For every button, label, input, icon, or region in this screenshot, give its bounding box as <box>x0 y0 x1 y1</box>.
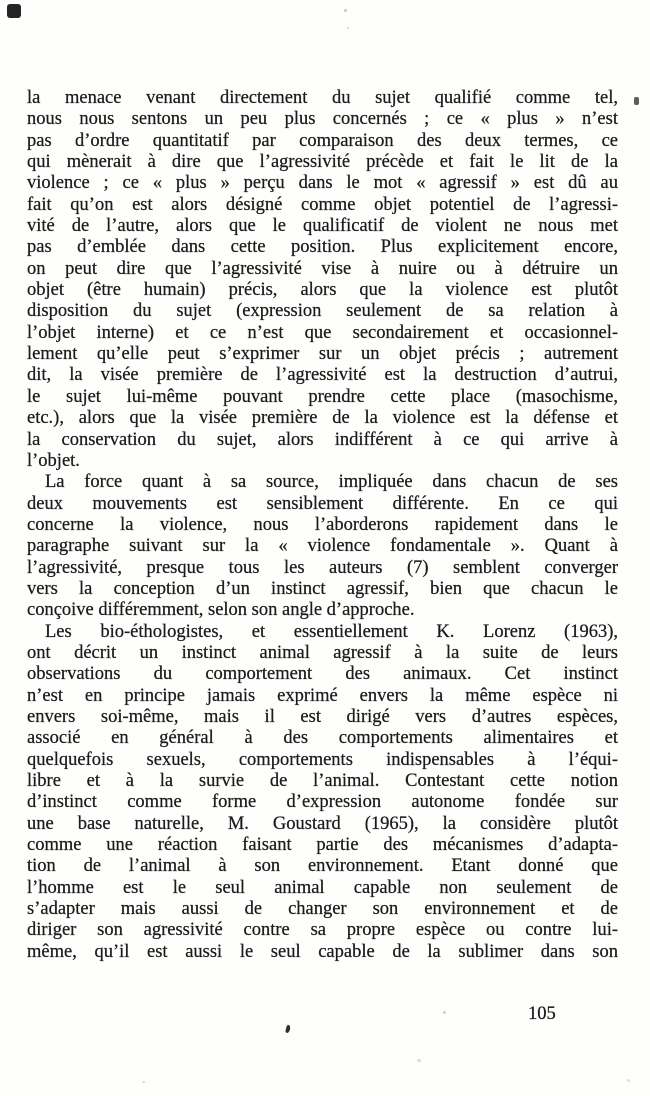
scan-speck <box>443 1011 446 1014</box>
scan-corner-mark <box>7 4 21 18</box>
text-line: tion de l’animal à son environnement. Etant donné que <box>27 856 618 877</box>
text-line: Les bio-éthologistes, et essentiellement K. Lorenz (1963), <box>45 621 618 642</box>
scan-speck <box>285 1025 291 1034</box>
text-line: l’objet interne) et ce n’est que secondairement et occasionnel- <box>27 322 618 343</box>
text-line: associé en général à des comportements alimentaires et <box>27 728 618 749</box>
text-line: paragraphe suivant sur la « violence fondamentale ». Quant à <box>27 536 618 557</box>
text-line: pas d’ordre quantitatif par comparaison des deux termes, ce <box>27 130 618 151</box>
text-line: objet (être humain) précis, alors que la violence est plutôt <box>27 280 618 301</box>
body-text <box>27 88 618 963</box>
text-line: La force quant à sa source, impliquée dans chacun de ses <box>45 472 618 493</box>
text-line: l’homme est le seul animal capable non seulement de <box>27 877 618 898</box>
scan-speck <box>344 9 347 12</box>
text-line: etc.), alors que la visée première de la violence est la défense et <box>27 408 618 429</box>
text-line: quelquefois sexuels, comportements indispensables à l’équi- <box>27 749 618 770</box>
scan-speck <box>417 1059 421 1062</box>
text-line: vité de l’autre, alors que le qualificatif de violent ne nous met <box>27 216 618 237</box>
text-line: concerne la violence, nous l’aborderons rapidement dans le <box>27 514 618 535</box>
text-line: le sujet lui-même pouvant prendre cette place (masochisme, <box>27 386 618 407</box>
text-line: lement qu’elle peut s’exprimer sur un objet précis ; autrement <box>27 344 618 365</box>
text-line: diriger son agressivité contre sa propre espèce ou contre lui- <box>27 920 618 941</box>
text-line: on peut dire que l’agressivité vise à nuire ou à détruire un <box>27 258 618 279</box>
text-line: libre et à la survie de l’animal. Contestant cette notion <box>27 771 618 791</box>
text-line: l’agressivité, presque tous les auteurs (7) semblent converger <box>27 557 618 578</box>
page-number: 105 <box>528 1004 556 1024</box>
text-line: n’est en principe jamais exprimé envers la même espèce ni <box>27 685 618 706</box>
text-line: qui mènerait à dire que l’agressivité précède et fait le lit de la <box>27 152 618 173</box>
text-line: s’adapter mais aussi de changer son environnement et de <box>27 899 618 920</box>
text-line: comme une réaction faisant partie des mécanismes d’adapta- <box>27 835 618 856</box>
text-line: pas d’emblée dans cette position. Plus explicitement encore, <box>27 237 618 258</box>
text-line: observations du comportement des animaux. Cet instinct <box>27 664 618 685</box>
text-line: d’instinct comme forme d’expression autonome fondée sur <box>27 792 618 813</box>
text-line: conçoive différemment, selon son angle d’approche. <box>27 600 415 621</box>
scan-speck <box>142 1081 145 1083</box>
text-line: ont décrit un instinct animal agressif à la suite de leurs <box>27 642 618 663</box>
text-line: nous nous sentons un peu plus concernés ; ce « plus » n’est <box>27 109 618 130</box>
text-line: l’objet. <box>27 450 80 471</box>
text-line: dit, la visée première de l’agressivité est la destruction d’autrui, <box>27 365 618 386</box>
text-line: fait qu’on est alors désigné comme objet potentiel de l’agressi- <box>27 194 618 215</box>
text-line: envers soi-même, mais il est dirigé vers d’autres espèces, <box>27 706 618 727</box>
text-line: violence ; ce « plus » perçu dans le mot « agressif » est dû au <box>27 173 618 194</box>
text-line: disposition du sujet (expression seulement de sa relation à <box>27 301 618 322</box>
text-line: une base naturelle, M. Goustard (1965), la considère plutôt <box>27 813 618 834</box>
scan-speck <box>627 1079 630 1082</box>
text-line: la menace venant directement du sujet qualifié comme tel, <box>27 88 618 108</box>
text-line: vers la conception d’un instinct agressif, bien que chacun le <box>27 578 618 599</box>
text-line: la conservation du sujet, alors indifférent à ce qui arrive à <box>27 429 618 450</box>
text-line: même, qu’il est aussi le seul capable de la sublimer dans son <box>27 941 618 962</box>
scan-speck <box>347 27 349 29</box>
scan-speck <box>634 97 639 105</box>
text-line: deux mouvements est sensiblement différente. En ce qui <box>27 493 618 514</box>
